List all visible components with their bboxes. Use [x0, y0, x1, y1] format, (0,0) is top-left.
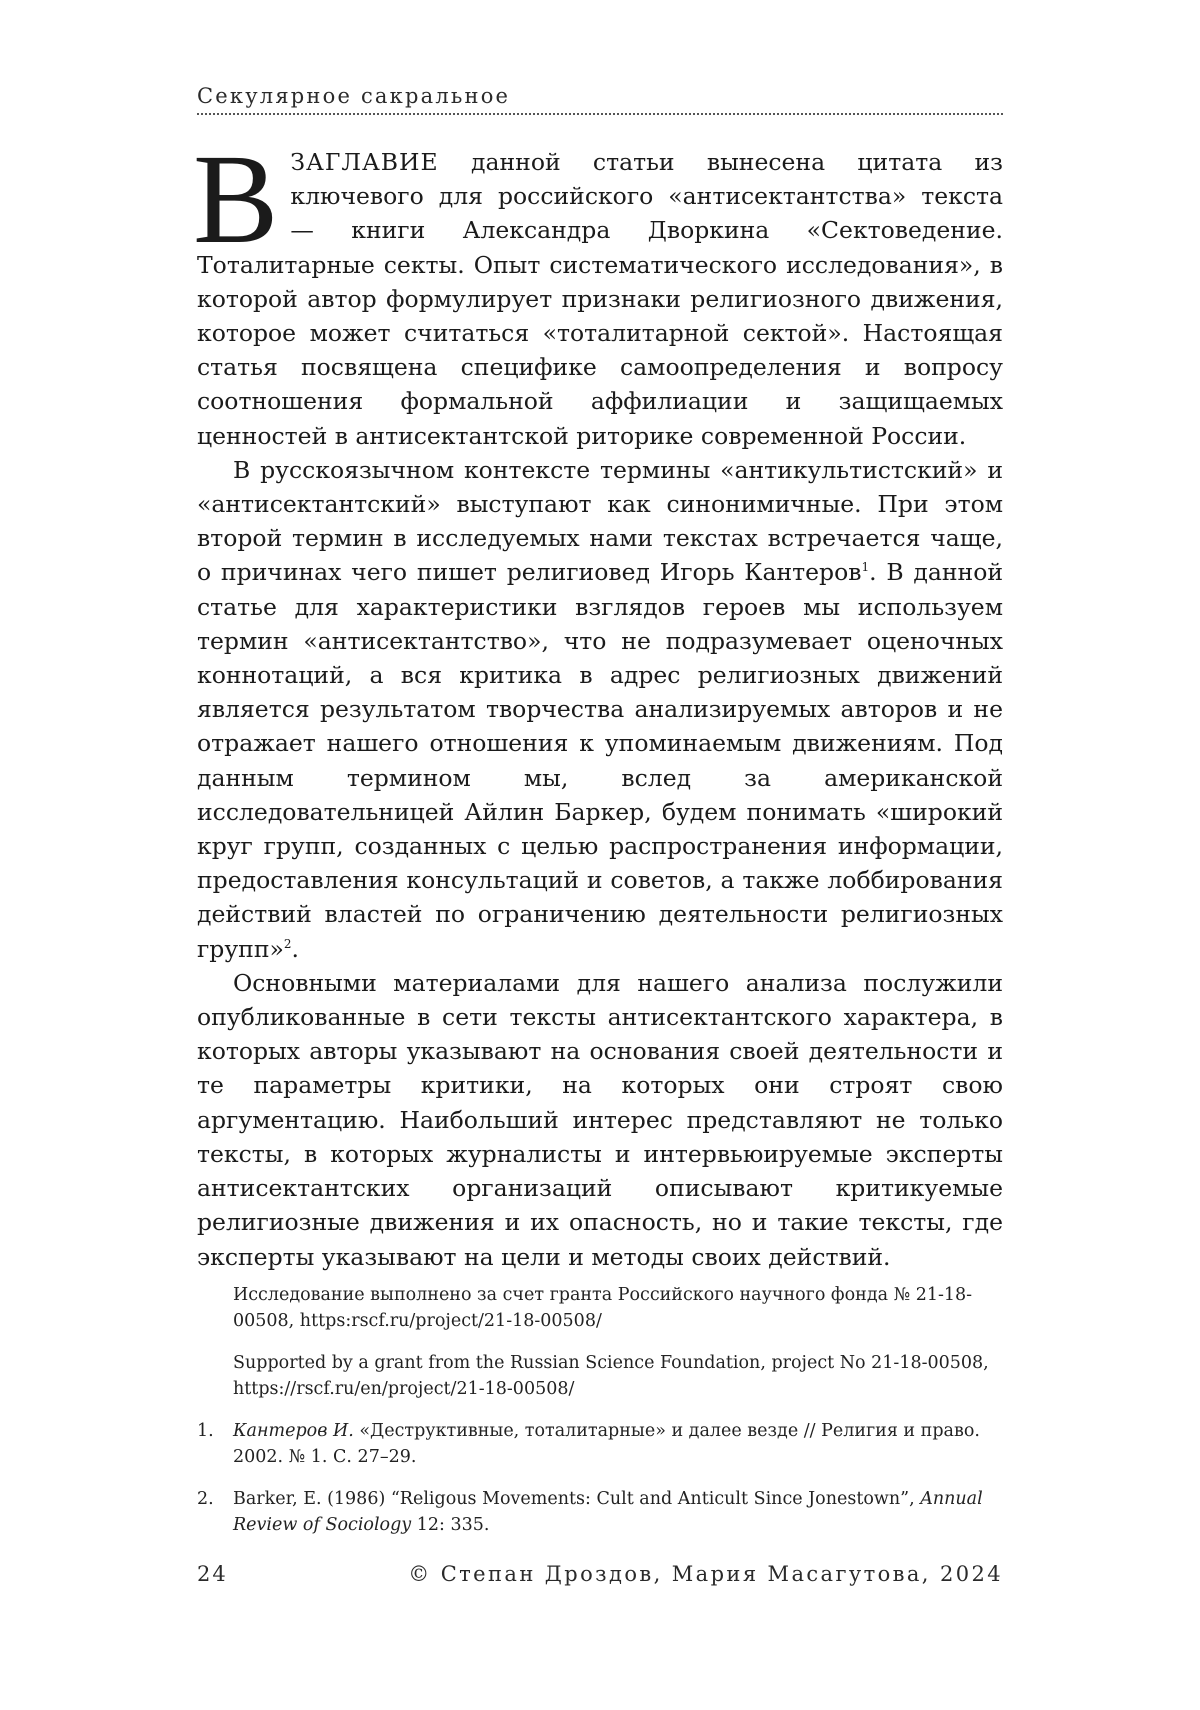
footnote-2 [197, 1487, 1003, 1538]
footnote-ref-2[interactable]: 2 [283, 936, 292, 951]
paragraph-2-text-a: В русскоязычном контексте термины «антикультистский» и «антисектантский» выступают как синонимичные. При этом второй термин в исследуемых нами текстах встречается чаще, о причинах чего пишет религиовед Игорь Кантеров [197, 455, 1003, 587]
footnote-1 [197, 1419, 1003, 1470]
footnote-ref-1[interactable]: 1 [861, 560, 870, 575]
paragraph-2-text-b: . В данной статье для характеристики взглядов героев мы используем термин «антисектантство», что не подразумевает оценочных коннотаций, а вся критика в адрес религиозных движений является результатом творчества анализируемых авторов и не отражает нашего отношения к упоминаемым движениям. Под данным термином мы, вслед за американской исследовательницей Айлин Баркер, будем понимать «широкий круг групп, созданных с целью распространения информации, предоставления консультаций и советов, а также лоббирования действий властей по ограничению деятельности религиозных групп» [197, 558, 1004, 963]
paragraph-1 [193, 128, 1003, 453]
footnote-number: 1. [197, 1421, 214, 1441]
header-divider [197, 113, 1003, 115]
notes-section [197, 1283, 1003, 1555]
footnote-text: «Деструктивные, тоталитарные» и далее везде // Религия и право. 2002. № 1. С. 27–29. [233, 1421, 980, 1467]
grant-note-en: Supported by a grant from the Russian Science Foundation, project No 21-18-00508, https://rscf.ru/en/project/21-18-00508/ [233, 1353, 989, 1399]
grant-note-ru: Исследование выполнено за счет гранта Российского научного фонда № 21-18-00508, https:rscf.ru/project/21-18-00508/ [233, 1285, 973, 1331]
article-body [193, 128, 1004, 1274]
footnote-author: Кантеров И. [233, 1421, 354, 1441]
drop-cap: В [193, 128, 279, 270]
paragraph-2 [197, 453, 1003, 966]
paragraph-3-text: Основными материалами для нашего анализа послужили опубликованные в сети тексты антисектантского характера, в которых авторы указывают на основания своей деятельности и те параметры критики, на которых они строят свою аргументацию. Наибольший интерес представляют не только тексты, в которых журналисты и интервьюируемые эксперты антисектантских организаций описывают критикуемые религиозные движения и их опасность, но и такие тексты, где эксперты указывают на цели и методы своих действий. [197, 968, 1003, 1271]
paragraph-2-text-c: . [291, 934, 300, 963]
footnote-number: 2. [197, 1489, 214, 1509]
lead-word: ЗАГЛАВИЕ [290, 148, 439, 176]
footnote-text: Barker, E. (1986) “Religous Movements: Cult and Anticult Since Jonestown”, [233, 1489, 921, 1509]
paragraph-1-text: данной статьи вынесена цитата из ключевого для российского «антисектантства» текста — книги Александра Дворкина «Сектоведение. Тоталитарные секты. Опыт систематического исследования», в которой автор формулирует признаки религиозного движения, которое может считаться «тоталитарной сектой». Настоящая статья посвящена специфике самоопределения и вопросу соотношения формальной аффилиации и защищаемых ценностей в антисектантской риторике современной России. [197, 148, 1003, 450]
running-header: Секулярное сакральное [197, 84, 511, 108]
footnote-journal: Annual Review of Sociology [233, 1489, 983, 1535]
copyright-notice: © Степан Дроздов, Мария Масагутова, 2024 [408, 1562, 1003, 1586]
paragraph-3 [197, 966, 1003, 1274]
page-number: 24 [197, 1562, 228, 1586]
footnote-text-end: 12: 335. [411, 1514, 490, 1535]
